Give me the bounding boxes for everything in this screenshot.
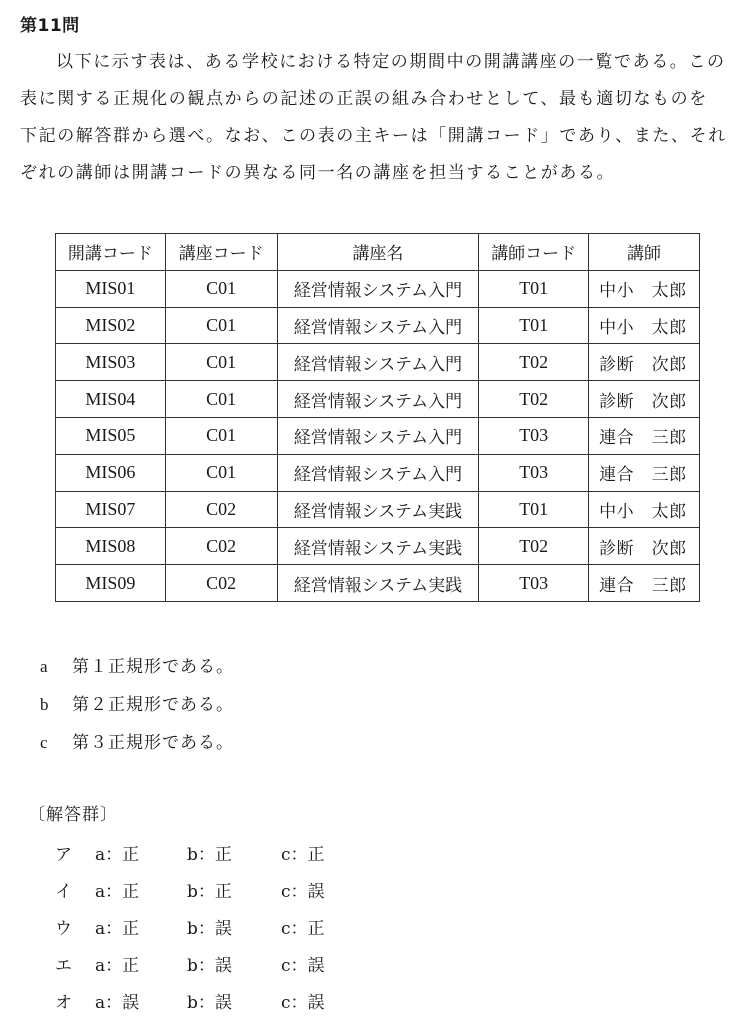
header-teacher: 講師 (589, 234, 700, 271)
cell-teacher: 診断 次郎 (589, 528, 700, 565)
cell-course-offering-code: MIS02 (56, 307, 166, 344)
table-row (56, 270, 700, 307)
cell-teacher-code: T03 (479, 565, 589, 602)
cell-course-code: C01 (165, 417, 277, 454)
cell-teacher-code: T02 (479, 528, 589, 565)
choice-a-value: a：正 (95, 956, 140, 976)
cell-course-offering-code: MIS07 (56, 491, 166, 528)
cell-course-offering-code: MIS03 (56, 344, 166, 381)
table-row (56, 381, 700, 418)
cell-course-name: 経営情報システム入門 (277, 344, 479, 381)
cell-teacher-code: T02 (479, 381, 589, 418)
cell-course-offering-code: MIS01 (56, 270, 166, 307)
cell-course-code: C02 (165, 565, 277, 602)
cell-course-name: 経営情報システム入門 (277, 307, 479, 344)
statement-text: 第１正規形である。 (72, 657, 234, 677)
cell-course-code: C01 (165, 307, 277, 344)
choice-a-value: a：正 (95, 845, 140, 865)
table-row (56, 565, 700, 602)
cell-course-name: 経営情報システム実践 (277, 565, 479, 602)
table-row (56, 454, 700, 491)
cell-teacher-code: T02 (479, 344, 589, 381)
cell-teacher: 連合 三郎 (589, 417, 700, 454)
choice-a-value: a：誤 (95, 993, 140, 1013)
cell-teacher: 中小 太郎 (589, 270, 700, 307)
cell-course-offering-code: MIS09 (56, 565, 166, 602)
cell-teacher: 診断 次郎 (589, 344, 700, 381)
choice-b-value: b：正 (187, 845, 232, 865)
cell-course-name: 経営情報システム入門 (277, 454, 479, 491)
intro-line: 表に関する正規化の観点からの記述の正誤の組み合わせとして、最も適切なものを (20, 89, 708, 109)
statement-a (40, 652, 234, 677)
intro-line: 下記の解答群から選べ。なお、この表の主キーは「開講コード」であり、また、それ (20, 126, 727, 146)
cell-teacher: 診断 次郎 (589, 381, 700, 418)
table-row (56, 417, 700, 454)
answer-group-heading: 〔解答群〕 (28, 805, 118, 825)
statement-b (40, 690, 234, 715)
statement-letter: b (40, 695, 49, 714)
cell-teacher: 連合 三郎 (589, 454, 700, 491)
intro-line: ぞれの講師は開講コードの異なる同一名の講座を担当することがある。 (20, 163, 616, 183)
choice-label: イ (55, 882, 72, 902)
choice-label: エ (55, 956, 72, 976)
cell-course-name: 経営情報システム入門 (277, 381, 479, 418)
choice-label: ウ (55, 919, 72, 939)
table-row (56, 528, 700, 565)
cell-course-name: 経営情報システム実践 (277, 491, 479, 528)
table-row (56, 491, 700, 528)
choice-c-value: c：正 (281, 845, 325, 865)
cell-teacher: 連合 三郎 (589, 565, 700, 602)
choice-a-value: a：正 (95, 882, 140, 902)
cell-teacher: 中小 太郎 (589, 307, 700, 344)
cell-course-code: C01 (165, 381, 277, 418)
choice-c-value: c：正 (281, 919, 325, 939)
choice-b-value: b：誤 (187, 919, 232, 939)
question-title: 第11問 (20, 16, 80, 36)
choice-a-value: a：正 (95, 919, 140, 939)
cell-course-name: 経営情報システム入門 (277, 270, 479, 307)
cell-teacher-code: T01 (479, 270, 589, 307)
cell-course-code: C01 (165, 454, 277, 491)
choice-c-value: c：誤 (281, 956, 325, 976)
cell-course-offering-code: MIS08 (56, 528, 166, 565)
header-course-code: 講座コード (165, 234, 277, 271)
cell-teacher-code: T01 (479, 491, 589, 528)
statement-letter: a (40, 657, 48, 676)
cell-course-name: 経営情報システム実践 (277, 528, 479, 565)
cell-course-code: C02 (165, 491, 277, 528)
cell-course-offering-code: MIS06 (56, 454, 166, 491)
statement-text: 第３正規形である。 (72, 733, 234, 753)
statement-text: 第２正規形である。 (72, 695, 234, 715)
choice-label: ア (55, 845, 72, 865)
header-course-offering-code: 開講コード (56, 234, 166, 271)
choice-b-value: b：正 (187, 882, 232, 902)
cell-course-code: C02 (165, 528, 277, 565)
question-intro (20, 44, 727, 192)
cell-course-name: 経営情報システム入門 (277, 417, 479, 454)
table-header-row (56, 234, 700, 271)
table-row (56, 344, 700, 381)
cell-course-offering-code: MIS05 (56, 417, 166, 454)
course-table (55, 233, 700, 602)
intro-line: 以下に示す表は、ある学校における特定の期間中の開講講座の一覧である。この (56, 52, 726, 72)
choice-c-value: c：誤 (281, 993, 325, 1013)
cell-teacher: 中小 太郎 (589, 491, 700, 528)
choice-label: オ (55, 993, 72, 1013)
cell-course-code: C01 (165, 270, 277, 307)
choice-b-value: b：誤 (187, 993, 232, 1013)
cell-teacher-code: T01 (479, 307, 589, 344)
choice-c-value: c：誤 (281, 882, 325, 902)
statement-c (40, 728, 234, 753)
table-row (56, 307, 700, 344)
header-course-name: 講座名 (277, 234, 479, 271)
statement-letter: c (40, 733, 48, 752)
choice-b-value: b：誤 (187, 956, 232, 976)
cell-course-offering-code: MIS04 (56, 381, 166, 418)
cell-course-code: C01 (165, 344, 277, 381)
cell-teacher-code: T03 (479, 454, 589, 491)
header-teacher-code: 講師コード (479, 234, 589, 271)
cell-teacher-code: T03 (479, 417, 589, 454)
